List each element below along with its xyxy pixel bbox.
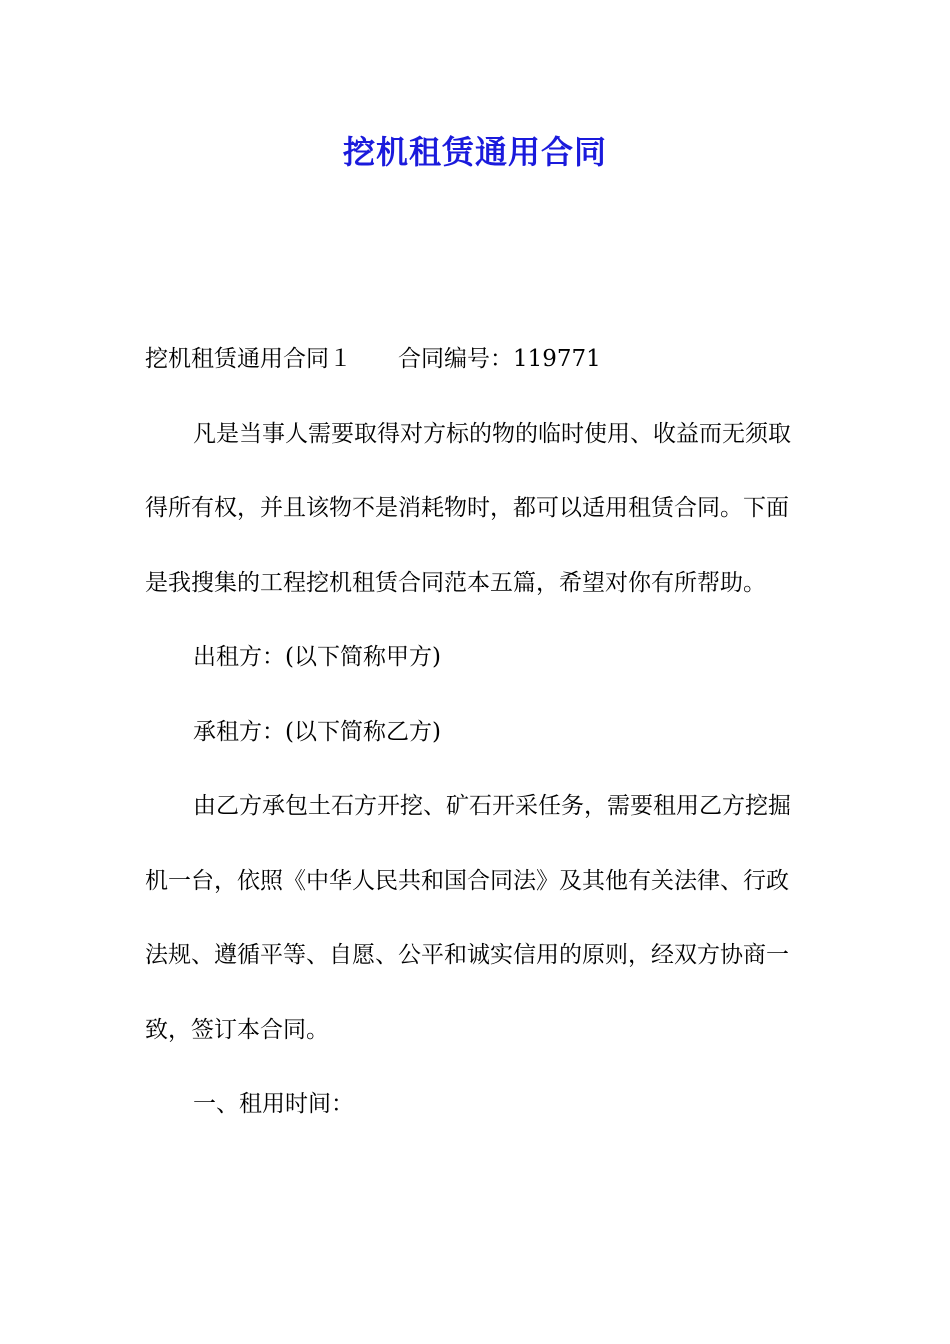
page-title: 挖机租赁通用合同 [342,133,607,171]
contract-number: 119771 [513,346,601,372]
lessor-line: 出租方：(以下简称甲方) [193,644,441,670]
lessee-line: 承租方：(以下简称乙方) [193,718,441,745]
document-name: 挖机租赁通用合同１ [145,346,352,372]
agreement-paragraph: 由乙方承包土石方开挖、矿石开采任务，需要租用乙方挖掘机一台，依照《中华人民共和国合同法》及其他有关法律、行政法规、遵循平等、自愿、公平和诚实信用的原则，经双方协商一致，签订本合同。 [145,793,791,1043]
contract-header-line [145,322,810,397]
intro-paragraph: 凡是当事人需要取得对方标的物的临时使用、收益而无须取得所有权，并且该物不是消耗物时，都可以适用租赁合同。下面是我搜集的工程挖机租赁合同范本五篇，希望对你有所帮助。 [145,420,791,596]
section-heading-rental-period: 一、租用时间： [193,1091,354,1117]
document-body [145,322,810,1142]
contract-number-label: 合同编号： [398,346,513,372]
